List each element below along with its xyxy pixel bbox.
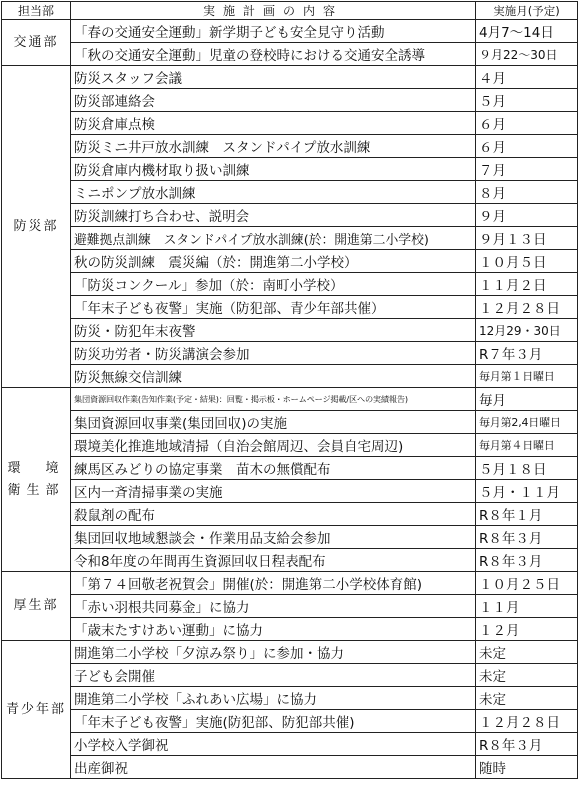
department-cell bbox=[2, 388, 71, 572]
content-cell: 防災ミニ井戸放水訓練 スタンドパイプ放水訓練 bbox=[71, 135, 476, 158]
period-cell: １１月 bbox=[476, 595, 578, 618]
period-cell: １０月２５日 bbox=[476, 572, 578, 595]
table-row bbox=[2, 411, 578, 434]
table-row bbox=[2, 664, 578, 687]
content-cell: 開進第二小学校「夕涼み祭り」に参加・協力 bbox=[71, 641, 476, 664]
table-row bbox=[2, 365, 578, 388]
table-row bbox=[2, 526, 578, 549]
activity-plan-table bbox=[1, 1, 578, 779]
period-cell: ４月 bbox=[476, 66, 578, 89]
department-label: 環 境 bbox=[7, 460, 65, 476]
department-label: 防災部 bbox=[13, 218, 59, 234]
period-cell: ６月 bbox=[476, 112, 578, 135]
content-cell: 環境美化推進地域清掃（自治会館周辺、会員自宅周辺) bbox=[71, 434, 476, 457]
department-cell bbox=[2, 572, 71, 641]
header-period: 実施月(予定) bbox=[476, 2, 578, 20]
table-row bbox=[2, 135, 578, 158]
content-cell: 防災倉庫内機材取り扱い訓練 bbox=[71, 158, 476, 181]
period-cell: ５月 bbox=[476, 89, 578, 112]
table-row bbox=[2, 296, 578, 319]
period-cell: R８年３月 bbox=[476, 526, 578, 549]
table-row bbox=[2, 319, 578, 342]
period-cell: 4月7〜14日 bbox=[476, 20, 578, 43]
content-cell: 令和8年度の年間再生資源回収日程表配布 bbox=[71, 549, 476, 572]
table-row bbox=[2, 595, 578, 618]
department-label: 厚生部 bbox=[13, 598, 59, 613]
table-row bbox=[2, 756, 578, 779]
content-cell: 集団資源回収作業(告知作業(予定・結果)：回覧・掲示板・ホームページ掲載/区への実績報告) bbox=[71, 388, 476, 411]
period-cell: 未定 bbox=[476, 641, 578, 664]
table-row bbox=[2, 733, 578, 756]
table-row bbox=[2, 503, 578, 526]
content-cell: 集団資源回収事業(集団回収)の実施 bbox=[71, 411, 476, 434]
table-row bbox=[2, 641, 578, 664]
content-cell: 「年末子ども夜警」実施(防犯部、防犯部共催) bbox=[71, 710, 476, 733]
table-row bbox=[2, 434, 578, 457]
table-row bbox=[2, 250, 578, 273]
table-row bbox=[2, 204, 578, 227]
content-cell: 防災・防犯年末夜警 bbox=[71, 319, 476, 342]
period-cell: ９月 bbox=[476, 204, 578, 227]
table-row bbox=[2, 457, 578, 480]
table-row bbox=[2, 618, 578, 641]
content-cell: 防災倉庫点検 bbox=[71, 112, 476, 135]
department-label: 青少年部 bbox=[5, 701, 66, 717]
content-cell: 「年末子ども夜警」実施（防犯部、青少年部共催） bbox=[71, 296, 476, 319]
period-cell: ６月 bbox=[476, 135, 578, 158]
period-cell: 随時 bbox=[476, 756, 578, 779]
content-cell: 防災功労者・防災講演会参加 bbox=[71, 342, 476, 365]
period-cell: １０月５日 bbox=[476, 250, 578, 273]
period-cell: ９月１３日 bbox=[476, 227, 578, 250]
period-cell: R８年３月 bbox=[476, 733, 578, 756]
content-cell: 「第７４回敬老祝賀会」開催(於：開進第二小学校体育館) bbox=[71, 572, 476, 595]
content-cell: 練馬区みどりの協定事業 苗木の無償配布 bbox=[71, 457, 476, 480]
table-row bbox=[2, 572, 578, 595]
table-row bbox=[2, 710, 578, 733]
content-cell: 集団回収地域懇談会・作業用品支給会参加 bbox=[71, 526, 476, 549]
content-cell: 「赤い羽根共同募金」に協力 bbox=[71, 595, 476, 618]
content-cell: 殺鼠剤の配布 bbox=[71, 503, 476, 526]
content-cell: 防災スタッフ会議 bbox=[71, 66, 476, 89]
table-row bbox=[2, 20, 578, 43]
period-cell: １２月２８日 bbox=[476, 710, 578, 733]
content-cell: 出産御祝 bbox=[71, 756, 476, 779]
period-cell: R８年３月 bbox=[476, 549, 578, 572]
content-cell: 防災無線交信訓練 bbox=[71, 365, 476, 388]
content-cell: 「歳末たすけあい運動」に協力 bbox=[71, 618, 476, 641]
content-cell: 子ども会開催 bbox=[71, 664, 476, 687]
table-row bbox=[2, 549, 578, 572]
content-cell: 小学校入学御祝 bbox=[71, 733, 476, 756]
period-cell: １２月 bbox=[476, 618, 578, 641]
period-cell: ５月１８日 bbox=[476, 457, 578, 480]
department-label: 交通部 bbox=[13, 34, 59, 50]
header-department: 担当部 bbox=[2, 2, 71, 20]
content-cell: 「防災コンクール」参加（於：南町小学校） bbox=[71, 273, 476, 296]
table-row bbox=[2, 342, 578, 365]
period-cell: １２月２８日 bbox=[476, 296, 578, 319]
table-row bbox=[2, 89, 578, 112]
table-row bbox=[2, 227, 578, 250]
period-cell: R８年１月 bbox=[476, 503, 578, 526]
table-row bbox=[2, 43, 578, 66]
table-row bbox=[2, 181, 578, 204]
content-cell: ミニポンプ放水訓練 bbox=[71, 181, 476, 204]
period-cell: 未定 bbox=[476, 687, 578, 710]
period-cell: 未定 bbox=[476, 664, 578, 687]
content-cell: 防災訓練打ち合わせ、説明会 bbox=[71, 204, 476, 227]
content-cell: 区内一斉清掃事業の実施 bbox=[71, 480, 476, 503]
table-row bbox=[2, 66, 578, 89]
period-cell: 毎月第2,4日曜日 bbox=[476, 411, 578, 434]
period-cell: ９月22〜30日 bbox=[476, 43, 578, 66]
department-cell bbox=[2, 66, 71, 388]
content-cell: 秋の防災訓練 震災編（於：開進第二小学校） bbox=[71, 250, 476, 273]
header-row bbox=[2, 2, 578, 20]
header-content: 実施計画の内容 bbox=[71, 2, 476, 20]
department-cell bbox=[2, 20, 71, 66]
table-row bbox=[2, 112, 578, 135]
department-cell bbox=[2, 641, 71, 779]
table-row bbox=[2, 480, 578, 503]
table-row bbox=[2, 273, 578, 296]
table-row bbox=[2, 158, 578, 181]
content-cell: 「秋の交通安全運動」児童の登校時における交通安全誘導 bbox=[71, 43, 476, 66]
period-cell: ７月 bbox=[476, 158, 578, 181]
period-cell: ５月・１１月 bbox=[476, 480, 578, 503]
table-row bbox=[2, 687, 578, 710]
period-cell: R７年３月 bbox=[476, 342, 578, 365]
table-row bbox=[2, 388, 578, 411]
table-body bbox=[2, 2, 578, 779]
content-cell: 避難拠点訓練 スタンドパイプ放水訓練(於：開進第二小学校) bbox=[71, 227, 476, 250]
period-cell: １１月２日 bbox=[476, 273, 578, 296]
period-cell: 毎月第１日曜日 bbox=[476, 365, 578, 388]
department-label: 衛生部 bbox=[7, 482, 65, 498]
content-cell: 防災部連絡会 bbox=[71, 89, 476, 112]
content-cell: 「春の交通安全運動」新学期子ども安全見守り活動 bbox=[71, 20, 476, 43]
period-cell: 毎月第４日曜日 bbox=[476, 434, 578, 457]
period-cell: 12月29・30日 bbox=[476, 319, 578, 342]
period-cell: ８月 bbox=[476, 181, 578, 204]
period-cell: 毎月 bbox=[476, 388, 578, 411]
content-cell: 開進第二小学校「ふれあい広場」に協力 bbox=[71, 687, 476, 710]
